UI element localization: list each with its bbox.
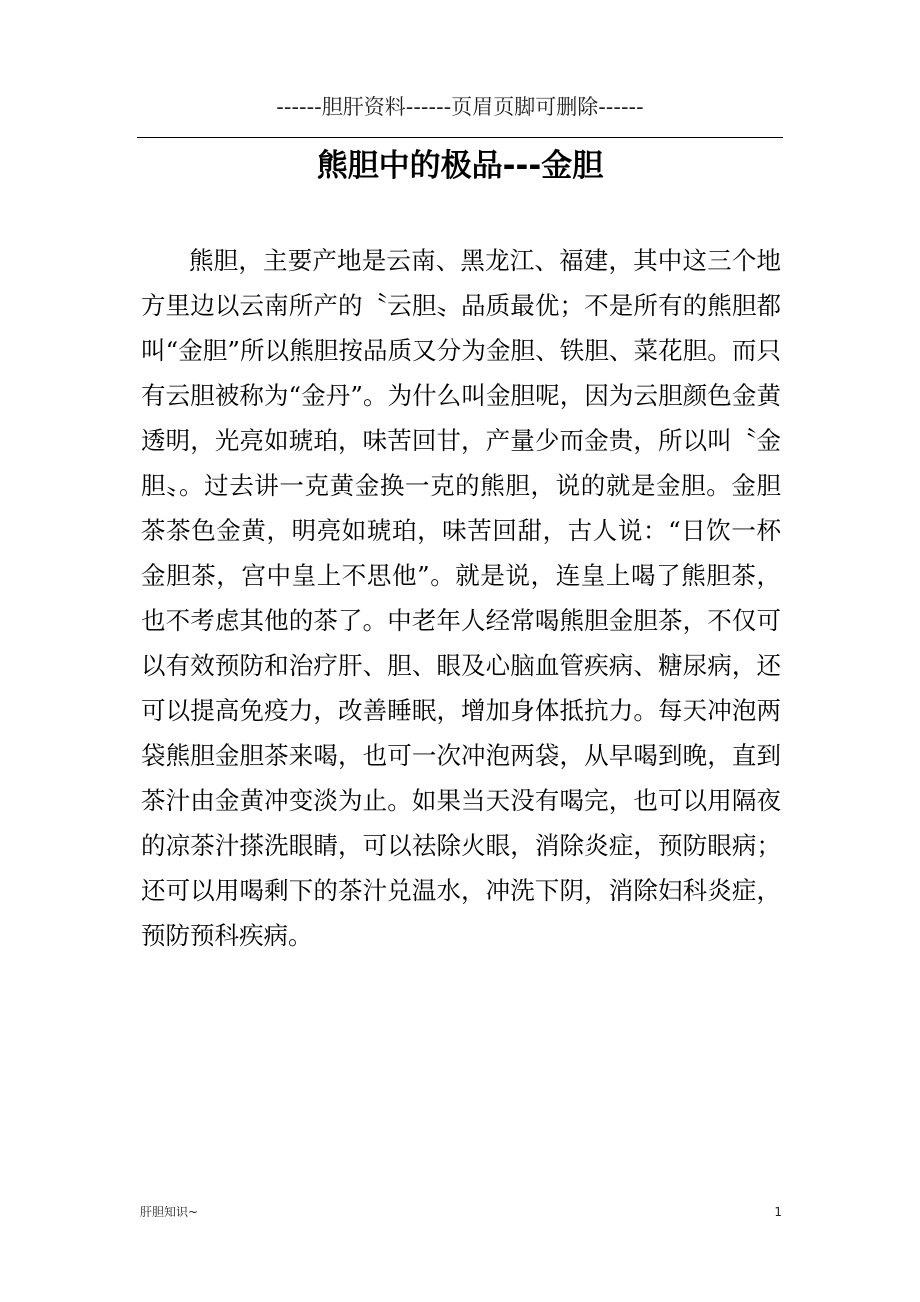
footer-label: 肝胆知识~ xyxy=(140,1205,199,1219)
header-divider xyxy=(137,137,783,138)
page-number: 1 xyxy=(774,1205,782,1219)
page-header: ------胆肝资料------页眉页脚可删除------ xyxy=(276,95,644,119)
document-title: 熊胆中的极品---金胆 xyxy=(316,148,604,184)
body-paragraph: 熊胆，主要产地是云南、黑龙江、福建，其中这三个地方里边以云南所产的〝云胆〟品质最优；不是所有的熊胆都叫“金胆”所以熊胆按品质又分为金胆、铁胆、菜花胆。而只有云胆被称为“金丹”。为什么叫金胆呢，因为云胆颜色金黄透明，光亮如琥珀，味苦回甘，产量少而金贵，所以叫〝金胆〟。过去讲一克黄金换一克的熊胆，说的就是金胆。金胆茶茶色金黄，明亮如琥珀，味苦回甜，古人说：“日饮一杯金胆茶，宫中皇上不思他”。就是说，连皇上喝了熊胆茶，也不考虑其他的茶了。中老年人经常喝熊胆金胆茶，不仅可以有效预防和治疗肝、胆、眼及心脑血管疾病、糖尿病，还可以提高免疫力，改善睡眠，增加身体抵抗力。每天冲泡两袋熊胆金胆茶来喝，也可一次冲泡两袋，从早喝到晚，直到茶汁由金黄冲变淡为止。如果当天没有喝完，也可以用隔夜的凉茶汁搽洗眼睛，可以祛除火眼，消除炎症，预防眼病；还可以用喝剩下的茶汁兑温水，冲洗下阴，消除妇科炎症，预防预科疾病。 xyxy=(141,246,781,950)
